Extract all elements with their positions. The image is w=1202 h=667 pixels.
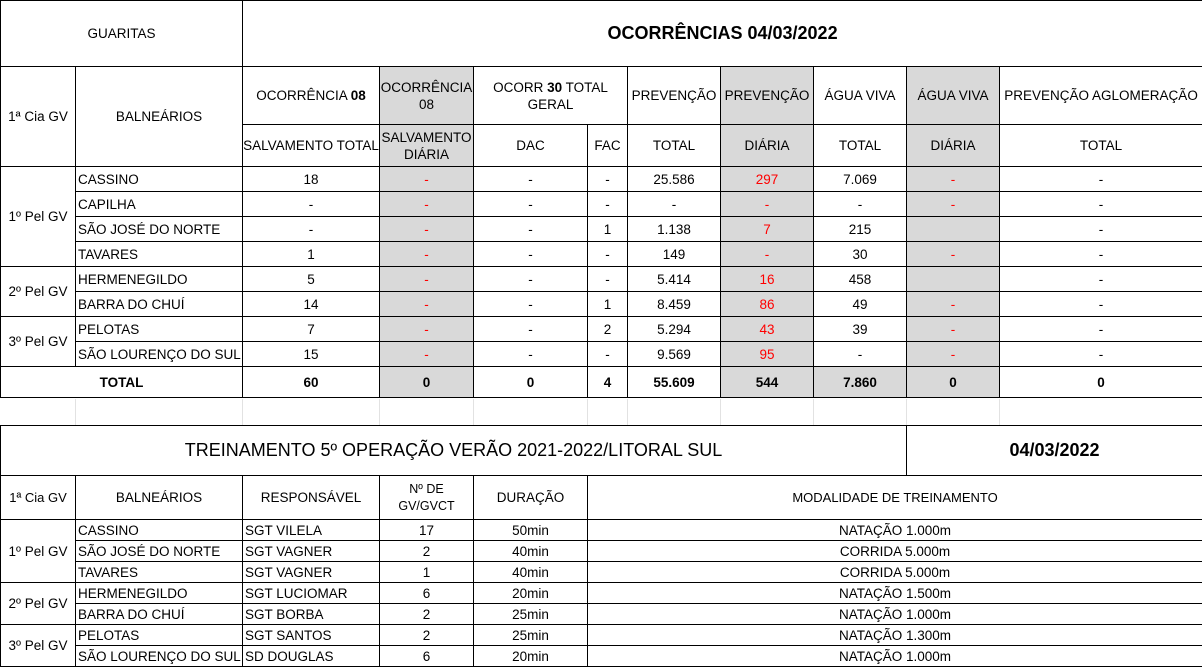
fac-cell: -	[588, 192, 628, 217]
jellyfish-daily-cell: -	[907, 342, 1000, 367]
rescue-daily-subheader: SALVAMENTO DIÁRIA	[380, 125, 474, 167]
jellyfish-daily-cell: -	[907, 167, 1000, 192]
fac-subheader: FAC	[588, 125, 628, 167]
duration-cell: 20min	[474, 583, 588, 604]
duration-cell: 40min	[474, 562, 588, 583]
beach-name: CASSINO	[76, 167, 243, 192]
fac-cell: -	[588, 267, 628, 292]
dac-cell: -	[474, 242, 588, 267]
modality-cell: NATAÇÃO 1.300m	[588, 625, 1202, 646]
prevention-total-cell: 9.569	[628, 342, 721, 367]
jellyfish-total-sum: 7.860	[814, 367, 907, 398]
beach-name: CASSINO	[76, 520, 243, 541]
dac-subheader: DAC	[474, 125, 588, 167]
rescue-total-cell: -	[243, 192, 380, 217]
crowd-total-subheader: TOTAL	[1000, 125, 1202, 167]
rescue-daily-cell: -	[380, 217, 474, 242]
responsible-cell: SGT LUCIOMAR	[243, 583, 380, 604]
jellyfish-total-cell: 7.069	[814, 167, 907, 192]
table-row	[1, 267, 1202, 292]
prevention-total-cell: 5.294	[628, 317, 721, 342]
table-row	[1, 604, 1202, 625]
crowd-total-cell: -	[1000, 342, 1202, 367]
modality-cell: NATAÇÃO 1.000m	[588, 646, 1202, 667]
duration-cell: 40min	[474, 541, 588, 562]
gridline	[587, 399, 588, 425]
modality-cell: CORRIDA 5.000m	[588, 541, 1202, 562]
beach-name: SÃO JOSÉ DO NORTE	[76, 217, 243, 242]
rescue-total-cell: 5	[243, 267, 380, 292]
jellyfish-total-cell: 49	[814, 292, 907, 317]
jellyfish-daily-cell	[907, 217, 1000, 242]
rescue-total-cell: 18	[243, 167, 380, 192]
prevention-daily-cell: 297	[721, 167, 814, 192]
rescue-daily-cell: -	[380, 242, 474, 267]
crowd-prevention-header: PREVENÇÃO AGLOMERAÇÃO	[1000, 67, 1202, 125]
rescue-total-cell: 14	[243, 292, 380, 317]
beaches-header: BALNEÁRIOS	[76, 67, 243, 167]
prevention-daily-cell: 7	[721, 217, 814, 242]
table-row	[1, 541, 1202, 562]
occurrences-title: OCORRÊNCIAS 04/03/2022	[243, 1, 1202, 67]
ocorr-header-text: OCORR	[493, 79, 548, 95]
company-header: 1ª Cia GV	[1, 476, 76, 520]
responsible-cell: SGT VILELA	[243, 520, 380, 541]
rescue-total-subheader: SALVAMENTO TOTAL	[243, 125, 380, 167]
jellyfish-daily-cell: -	[907, 242, 1000, 267]
platoon-label: 3º Pel GV	[1, 625, 76, 667]
prevention-total-sum: 55.609	[628, 367, 721, 398]
fac-sum: 4	[588, 367, 628, 398]
dac-sum: 0	[474, 367, 588, 398]
fac-cell: -	[588, 342, 628, 367]
dac-cell: -	[474, 292, 588, 317]
duration-cell: 20min	[474, 646, 588, 667]
rescue-daily-cell: -	[380, 292, 474, 317]
total-row	[1, 367, 1202, 398]
occurrence-total-header-code: 08	[350, 88, 366, 103]
prevention-header: PREVENÇÃO	[628, 67, 721, 125]
beach-name: TAVARES	[76, 242, 243, 267]
count-cell: 6	[380, 583, 474, 604]
count-cell: 2	[380, 604, 474, 625]
rescue-daily-cell: -	[380, 267, 474, 292]
jellyfish-total-cell: 39	[814, 317, 907, 342]
table-row	[1, 192, 1202, 217]
responsible-cell: SD DOUGLAS	[243, 646, 380, 667]
modality-cell: NATAÇÃO 1.500m	[588, 583, 1202, 604]
occurrence-daily-header-text: OCORRÊNCIA 08	[380, 79, 473, 112]
platoon-label: 3º Pel GV	[1, 317, 76, 367]
prevention-daily-cell: -	[721, 192, 814, 217]
responsible-cell: SGT VAGNER	[243, 541, 380, 562]
jellyfish-total-subheader: TOTAL	[814, 125, 907, 167]
prevention-daily-cell: 43	[721, 317, 814, 342]
dac-cell: -	[474, 317, 588, 342]
beach-name: CAPILHA	[76, 192, 243, 217]
platoon-label: 2º Pel GV	[1, 267, 76, 317]
modality-header: MODALIDADE DE TREINAMENTO	[588, 476, 1202, 520]
ocorr-total-geral-header	[474, 67, 628, 125]
crowd-total-cell: -	[1000, 167, 1202, 192]
rescue-total-cell: 7	[243, 317, 380, 342]
duration-cell: 50min	[474, 520, 588, 541]
jellyfish-total-cell: -	[814, 192, 907, 217]
table-row	[1, 242, 1202, 267]
dac-cell: -	[474, 342, 588, 367]
fac-cell: 1	[588, 292, 628, 317]
jellyfish-total-cell: -	[814, 342, 907, 367]
company-header: 1ª Cia GV	[1, 67, 76, 167]
duration-cell: 25min	[474, 604, 588, 625]
crowd-total-cell: -	[1000, 267, 1202, 292]
modality-cell: NATAÇÃO 1.000m	[588, 604, 1202, 625]
table-row	[1, 167, 1202, 192]
prevention-daily-subheader: DIÁRIA	[721, 125, 814, 167]
beach-name: SÃO LOURENÇO DO SUL	[76, 342, 243, 367]
beach-name: BARRA DO CHUÍ	[76, 292, 243, 317]
beach-name: SÃO JOSÉ DO NORTE	[76, 541, 243, 562]
table-row	[1, 217, 1202, 242]
table-row	[1, 583, 1202, 604]
prevention-total-cell: -	[628, 192, 721, 217]
rescue-daily-cell: -	[380, 192, 474, 217]
dac-cell: -	[474, 267, 588, 292]
responsible-header: RESPONSÁVEL	[243, 476, 380, 520]
beach-name: BARRA DO CHUÍ	[76, 604, 243, 625]
beach-name: SÃO LOURENÇO DO SUL	[76, 646, 243, 667]
platoon-label: 1º Pel GV	[1, 167, 76, 267]
responsible-cell: SGT SANTOS	[243, 625, 380, 646]
prevention-total-cell: 8.459	[628, 292, 721, 317]
jellyfish-total-cell: 215	[814, 217, 907, 242]
count-cell: 2	[380, 541, 474, 562]
prevention-daily-cell: 16	[721, 267, 814, 292]
ocorr-header-code: 30	[547, 79, 563, 95]
prevention-total-subheader: TOTAL	[628, 125, 721, 167]
gridline	[813, 399, 814, 425]
gridline	[720, 399, 721, 425]
occurrence-daily-header	[380, 67, 474, 125]
prevention-daily-cell: -	[721, 242, 814, 267]
duration-header: DURAÇÃO	[474, 476, 588, 520]
prevention-total-cell: 5.414	[628, 267, 721, 292]
table-row	[1, 520, 1202, 541]
gridline	[242, 399, 243, 425]
jellyfish-daily-cell: -	[907, 192, 1000, 217]
gridline	[75, 399, 76, 425]
count-cell: 17	[380, 520, 474, 541]
jellyfish-daily-cell: -	[907, 317, 1000, 342]
beaches-header: BALNEÁRIOS	[76, 476, 243, 520]
fac-cell: -	[588, 242, 628, 267]
guaritas-header: GUARITAS	[1, 1, 243, 67]
gridline	[999, 399, 1000, 425]
prevention-daily-sum: 544	[721, 367, 814, 398]
spacer-gridlines	[0, 399, 1202, 425]
prevention-total-cell: 149	[628, 242, 721, 267]
table-row	[1, 342, 1202, 367]
jellyfish-daily-header: ÁGUA VIVA	[907, 67, 1000, 125]
crowd-total-cell: -	[1000, 242, 1202, 267]
jellyfish-daily-sum: 0	[907, 367, 1000, 398]
jellyfish-daily-subheader: DIÁRIA	[907, 125, 1000, 167]
table-row	[1, 625, 1202, 646]
rescue-daily-cell: -	[380, 342, 474, 367]
prevention-daily-header: PREVENÇÃO	[721, 67, 814, 125]
prevention-daily-cell: 86	[721, 292, 814, 317]
gridline	[473, 399, 474, 425]
prevention-daily-cell: 95	[721, 342, 814, 367]
beach-name: PELOTAS	[76, 317, 243, 342]
table-row	[1, 646, 1202, 667]
jellyfish-total-cell: 458	[814, 267, 907, 292]
jellyfish-header: ÁGUA VIVA	[814, 67, 907, 125]
training-date: 04/03/2022	[907, 426, 1202, 476]
gridline	[379, 399, 380, 425]
rescue-total-cell: 15	[243, 342, 380, 367]
rescue-total-sum: 60	[243, 367, 380, 398]
beach-name: PELOTAS	[76, 625, 243, 646]
gridline	[906, 399, 907, 425]
crowd-total-cell: -	[1000, 317, 1202, 342]
responsible-cell: SGT VAGNER	[243, 562, 380, 583]
dac-cell: -	[474, 192, 588, 217]
table-row	[1, 562, 1202, 583]
prevention-total-cell: 1.138	[628, 217, 721, 242]
occurrence-total-header	[243, 67, 380, 125]
dac-cell: -	[474, 167, 588, 192]
count-header: Nº DE GV/GVCT	[380, 476, 474, 520]
platoon-label: 1º Pel GV	[1, 520, 76, 583]
modality-cell: CORRIDA 5.000m	[588, 562, 1202, 583]
table-row	[1, 292, 1202, 317]
gridline	[627, 399, 628, 425]
modality-cell: NATAÇÃO 1.000m	[588, 520, 1202, 541]
prevention-total-cell: 25.586	[628, 167, 721, 192]
count-cell: 6	[380, 646, 474, 667]
beach-name: HERMENEGILDO	[76, 267, 243, 292]
rescue-daily-cell: -	[380, 167, 474, 192]
jellyfish-daily-cell: -	[907, 292, 1000, 317]
crowd-total-cell: -	[1000, 292, 1202, 317]
crowd-total-cell: -	[1000, 192, 1202, 217]
crowd-total-sum: 0	[1000, 367, 1202, 398]
count-cell: 1	[380, 562, 474, 583]
beach-name: TAVARES	[76, 562, 243, 583]
total-label: TOTAL	[1, 367, 243, 398]
count-cell: 2	[380, 625, 474, 646]
training-title: TREINAMENTO 5º OPERAÇÃO VERÃO 2021-2022/LITORAL SUL	[1, 426, 907, 476]
platoon-label: 2º Pel GV	[1, 583, 76, 625]
rescue-daily-sum: 0	[380, 367, 474, 398]
duration-cell: 25min	[474, 625, 588, 646]
crowd-total-cell: -	[1000, 217, 1202, 242]
jellyfish-total-cell: 30	[814, 242, 907, 267]
occurrence-total-header-text: OCORRÊNCIA	[256, 88, 351, 103]
rescue-daily-cell: -	[380, 317, 474, 342]
table-row	[1, 317, 1202, 342]
dac-cell: -	[474, 217, 588, 242]
fac-cell: -	[588, 167, 628, 192]
ocorr-header-suffix: TOTAL GERAL	[527, 79, 608, 112]
responsible-cell: SGT BORBA	[243, 604, 380, 625]
rescue-total-cell: -	[243, 217, 380, 242]
jellyfish-daily-cell	[907, 267, 1000, 292]
beach-name: HERMENEGILDO	[76, 583, 243, 604]
fac-cell: 1	[588, 217, 628, 242]
rescue-total-cell: 1	[243, 242, 380, 267]
fac-cell: 2	[588, 317, 628, 342]
training-table	[0, 425, 1202, 667]
